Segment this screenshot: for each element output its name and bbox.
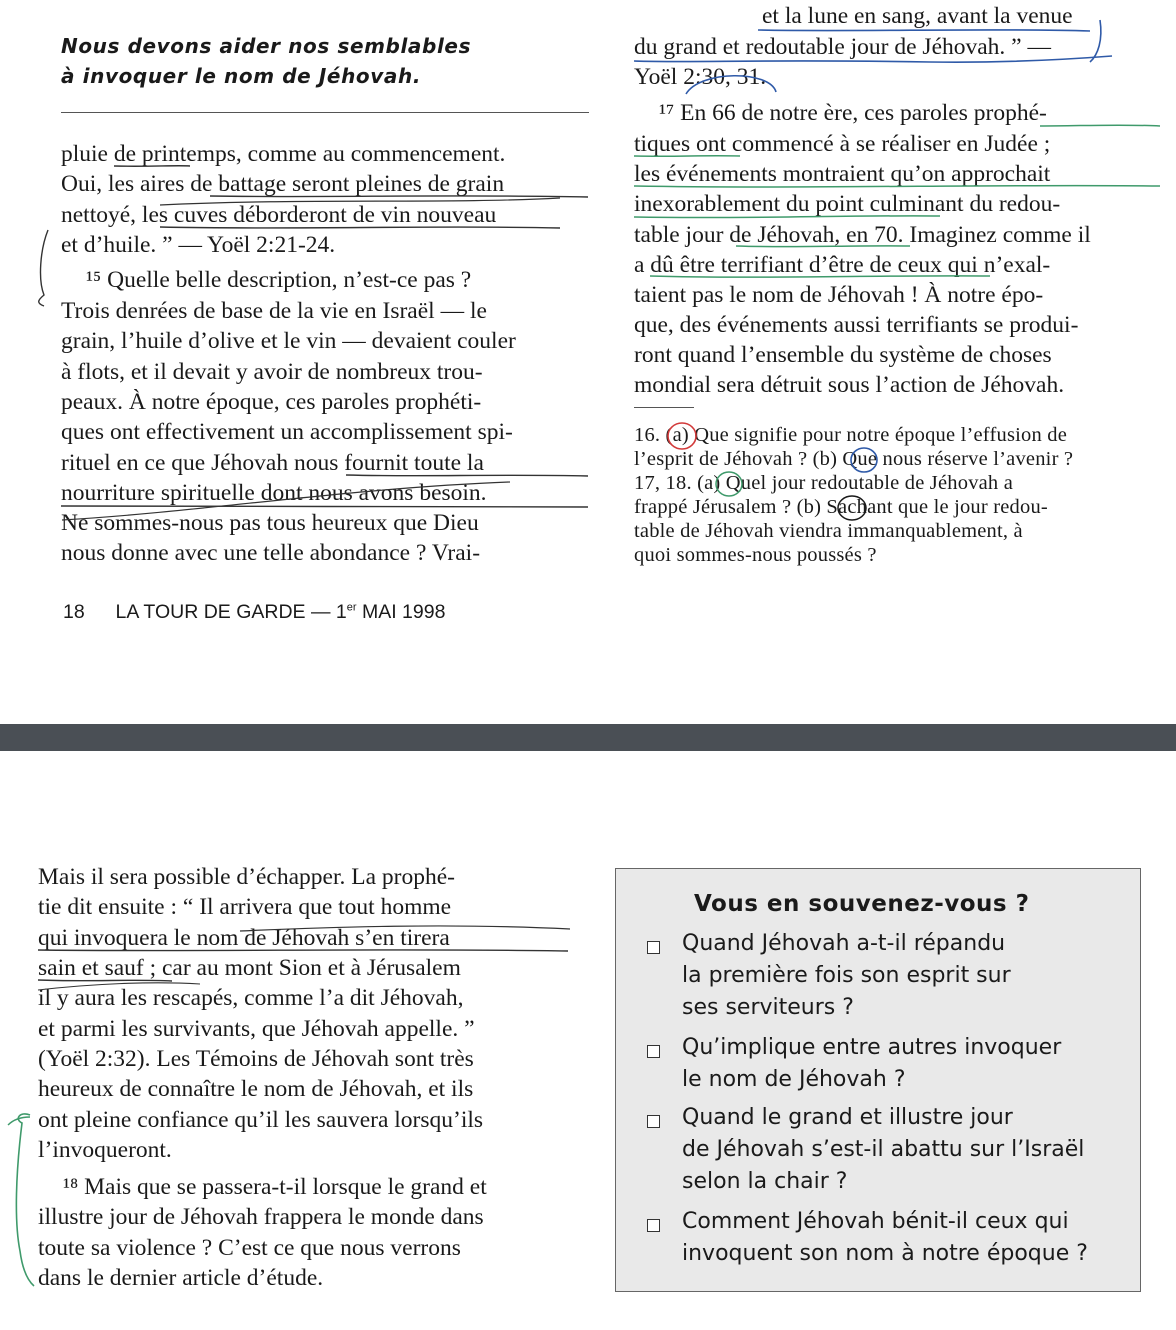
text-line: grain, l’huile d’olive et le vin — devaient couler: [61, 328, 516, 354]
viewer-divider-bar: [0, 724, 1176, 751]
text-line: ques ont effectivement un accomplissement spi-: [61, 419, 513, 445]
blue-mark: [1090, 20, 1101, 62]
green-mark: [8, 1117, 30, 1125]
page-footer: [63, 601, 445, 624]
checkbox[interactable]: [647, 1115, 660, 1128]
magazine-name: LA TOUR DE GARDE —: [115, 601, 331, 623]
text-line: et parmi les survivants, que Jéhovah appelle. ”: [38, 1016, 475, 1042]
paragraph-18-start: ¹⁸ Mais que se passera-t-il lorsque le grand et: [63, 1174, 487, 1200]
text-line: que, des événements aussi terrifiants se produi-: [634, 312, 1079, 338]
study-question-line: l’esprit de Jéhovah ? (b) Que nous réserve l’avenir ?: [634, 448, 1074, 470]
review-question-line: de Jéhovah s’est-il abattu sur l’Israël: [682, 1137, 1085, 1162]
text-line: dans le dernier article d’étude.: [38, 1265, 324, 1291]
scripture-reference: Yoël 2:30, 31.: [634, 64, 767, 90]
text-line: nourriture spirituelle dont nous avons besoin.: [61, 480, 487, 506]
text-line: rituel en ce que Jéhovah nous fournit toute la: [61, 450, 484, 476]
review-question-line: Qu’implique entre autres invoquer: [682, 1035, 1062, 1060]
text-line: inexorablement du point culminant du redou-: [634, 191, 1061, 217]
text-line: du grand et redoutable jour de Jéhovah. ” —: [634, 34, 1051, 60]
issue-day: 1: [335, 601, 347, 623]
paragraph-15-start: ¹⁵ Quelle belle description, n’est-ce pas ?: [86, 267, 472, 293]
text-line: ront quand l’ensemble du système de choses: [634, 342, 1052, 368]
text-line: les événements montraient qu’on approchait: [634, 161, 1051, 187]
review-box: [615, 868, 1141, 1292]
page-number: 18: [63, 601, 85, 623]
text-line: toute sa violence ? C’est ce que nous verrons: [38, 1235, 461, 1261]
study-question-line: 16. (a) Que signifie pour notre époque l’effusion de: [634, 424, 1067, 446]
issue-month-year: MAI 1998: [361, 601, 446, 623]
blue-underline: [758, 30, 1090, 31]
text-line: Oui, les aires de battage seront pleines de grain: [61, 171, 505, 197]
text-line: nous donne avec une telle abondance ? Vrai-: [61, 540, 481, 566]
checkbox[interactable]: [647, 1045, 660, 1058]
review-question-line: le nom de Jéhovah ?: [682, 1067, 906, 1092]
text-line: et la lune en sang, avant la venue: [762, 3, 1073, 29]
heading-rule: [61, 112, 589, 113]
checkbox[interactable]: [647, 941, 660, 954]
review-question-line: Quand le grand et illustre jour: [682, 1105, 1013, 1130]
review-question-line: ses serviteurs ?: [682, 995, 854, 1020]
text-line: a dû être terrifiant d’être de ceux qui n’exal-: [634, 252, 1051, 278]
text-line: à flots, et il devait y avoir de nombreux trou-: [61, 359, 483, 385]
issue-day-suffix: er: [346, 601, 357, 614]
text-line: qui invoquera le nom de Jéhovah s’en tirera: [38, 925, 450, 951]
review-question-line: la première fois son esprit sur: [682, 963, 1011, 988]
study-question-line: 17, 18. (a) Quel jour redoutable de Jéhovah a: [634, 472, 1014, 494]
text-line: peaux. À notre époque, ces paroles prophéti-: [61, 389, 482, 415]
text-line: pluie de printemps, comme au commencement.: [61, 141, 506, 167]
text-line: tiques ont commencé à se réaliser en Judée ;: [634, 131, 1051, 157]
section-heading-line-2: à invoquer le nom de Jéhovah.: [61, 64, 422, 88]
study-question-line: frappé Jérusalem ? (b) Sachant que le jour redou-: [634, 496, 1048, 518]
text-line: sain et sauf ; car au mont Sion et à Jérusalem: [38, 955, 461, 981]
text-line: illustre jour de Jéhovah frappera le monde dans: [38, 1204, 484, 1230]
review-question-line: Quand Jéhovah a-t-il répandu: [682, 931, 1006, 956]
text-line: mondial sera détruit sous l’action de Jéhovah.: [634, 372, 1065, 398]
review-box-title: Vous en souvenez-vous ?: [694, 891, 1030, 917]
text-line: ont pleine confiance qu’il les sauvera lorsqu’ils: [38, 1107, 484, 1133]
text-line: Mais il sera possible d’échapper. La prophé-: [38, 864, 455, 890]
study-question-line: table de Jéhovah viendra immanquablement, à: [634, 520, 1023, 542]
text-line: (Yoël 2:32). Les Témoins de Jéhovah sont très: [38, 1046, 474, 1072]
text-line: et d’huile. ” — Yoël 2:21-24.: [61, 232, 336, 258]
section-heading-line-1: Nous devons aider nos semblables: [61, 34, 472, 58]
text-line: Ne sommes-nous pas tous heureux que Dieu: [61, 510, 479, 536]
text-line: Trois denrées de base de la vie en Israël — le: [61, 298, 487, 324]
review-question-line: selon la chair ?: [682, 1169, 848, 1194]
text-line: l’invoqueront.: [38, 1137, 172, 1163]
text-line: tie dit ensuite : “ Il arrivera que tout homme: [38, 894, 452, 920]
review-question-line: invoquent son nom à notre époque ?: [682, 1241, 1088, 1266]
text-line: nettoyé, les cuves déborderont de vin nouveau: [61, 202, 497, 228]
paragraph-17-start: ¹⁷ En 66 de notre ère, ces paroles prophé-: [659, 100, 1047, 126]
bottom-page-scan: [0, 751, 1176, 1330]
ink-brace: [39, 230, 48, 306]
study-question-line: quoi sommes-nous poussés ?: [634, 544, 877, 566]
green-underline: [1040, 125, 1160, 126]
text-line: table jour de Jéhovah, en 70. Imaginez comme il: [634, 222, 1091, 248]
text-line: taient pas le nom de Jéhovah ! À notre épo-: [634, 282, 1044, 308]
question-rule: [634, 407, 694, 408]
text-line: heureux de connaître le nom de Jéhovah, et ils: [38, 1076, 474, 1102]
review-question-line: Comment Jéhovah bénit-il ceux qui: [682, 1209, 1069, 1234]
green-brace: [16, 1114, 34, 1286]
checkbox[interactable]: [647, 1219, 660, 1232]
text-line: il y aura les rescapés, comme l’a dit Jéhovah,: [38, 985, 464, 1011]
